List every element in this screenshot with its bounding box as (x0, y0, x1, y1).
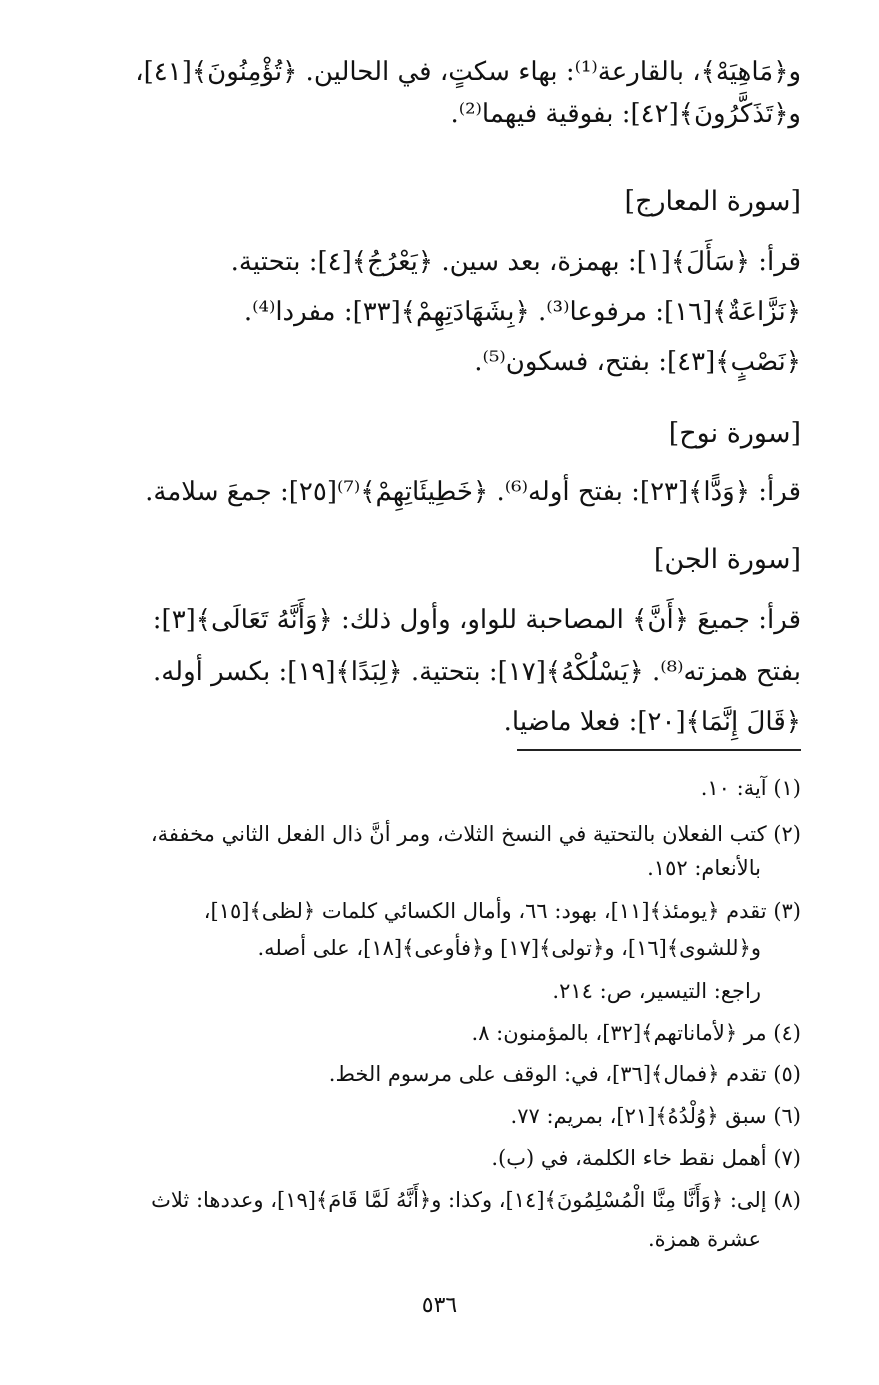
footnote: (٢) كتب الفعلان بالتحتية في النسخ الثلاث، ومر أنَّ ذال الفعل الثاني مخففة، (150, 822, 801, 846)
text-line: ﴿نَزَّاعَةٌ﴾[١٦]: مرفوعا⁽³⁾. ﴿بِشَهَادَتِهِمْ﴾[٣٣]: مفردا⁽⁴⁾. (243, 297, 801, 327)
text-line: ﴿قَالَ إِنَّمَا﴾[٢٠]: فعلا ماضيا. (503, 707, 801, 737)
footnote: (٧) أهمل نقط خاء الكلمة، في (ب). (491, 1146, 801, 1170)
text-line: بفتح همزته⁽⁸⁾. ﴿يَسْلُكْهُ﴾[١٧]: بتحتية. ﴿لِبَدًا﴾[١٩]: بكسر أوله. (152, 657, 801, 687)
surah-heading-jinn: [سورة الجن] (653, 544, 801, 575)
footnote: (٤) مر ﴿لأماناتهم﴾[٣٢]، بالمؤمنون: ٨. (471, 1021, 801, 1045)
footnote-separator (517, 749, 801, 751)
footnote: (٣) تقدم ﴿يومئذ﴾[١١]، بهود: ٦٦، وأمال الكسائي كلمات ﴿لظى﴾[١٥]، (203, 899, 801, 923)
footnote: (٥) تقدم ﴿فمال﴾[٣٦]، في: الوقف على مرسوم الخط. (328, 1062, 801, 1086)
text-line: و﴿تَذَكَّرُونَ﴾[٤٢]: بفوقية فيهما⁽²⁾. (450, 99, 801, 129)
footnote-continuation: عشرة همزة. (647, 1227, 761, 1251)
footnote-continuation: و﴿للشوى﴾[١٦]، و﴿تولى﴾[١٧] و﴿فأوعى﴾[١٨]، على أصله. (257, 936, 761, 960)
surah-heading-nuh: [سورة نوح] (668, 418, 801, 449)
text-line: ﴿نَصْبٍ﴾[٤٣]: بفتح، فسكون⁽⁵⁾. (474, 347, 801, 377)
surah-heading-maarij: [سورة المعارج] (624, 186, 801, 217)
footnote-continuation: راجع: التيسير، ص: ٢١٤. (552, 979, 761, 1003)
text-line: قرأ: ﴿سَأَلَ﴾[١]: بهمزة، بعد سين. ﴿يَعْرُجُ﴾[٤]: بتحتية. (230, 247, 801, 277)
footnote-continuation: بالأنعام: ١٥٢. (647, 856, 761, 880)
footnote: (٦) سبق ﴿وُلْدُهُ﴾[٢١]، بمريم: ٧٧. (510, 1104, 801, 1128)
text-line: قرأ: جميعَ ﴿أَنَّ﴾ المصاحبة للواو، وأول ذلك: ﴿وَأَنَّهُ تَعَالَى﴾[٣]: (152, 605, 801, 635)
text-line: و﴿مَاهِيَهْ﴾، بالقارعة⁽¹⁾: بهاء سكتٍ، في الحالين. ﴿تُؤْمِنُونَ﴾[٤١]، (135, 57, 801, 87)
text-line: قرأ: ﴿وَدًّا﴾[٢٣]: بفتح أوله⁽⁶⁾. ﴿خَطِيئَاتِهِمْ﴾⁽⁷⁾[٢٥]: جمعَ سلامة. (145, 477, 801, 507)
footnote: (٨) إلى: ﴿وَأَنَّا مِنَّا الْمُسْلِمُونَ﴾[١٤]، وكذا: و﴿أَنَّهُ لَمَّا قَامَ﴾[١٩]، وعددها: ثلاث (151, 1188, 801, 1212)
page-number: ٥٣٦ (421, 1293, 458, 1318)
footnote: (١) آية: ١٠. (700, 776, 801, 800)
